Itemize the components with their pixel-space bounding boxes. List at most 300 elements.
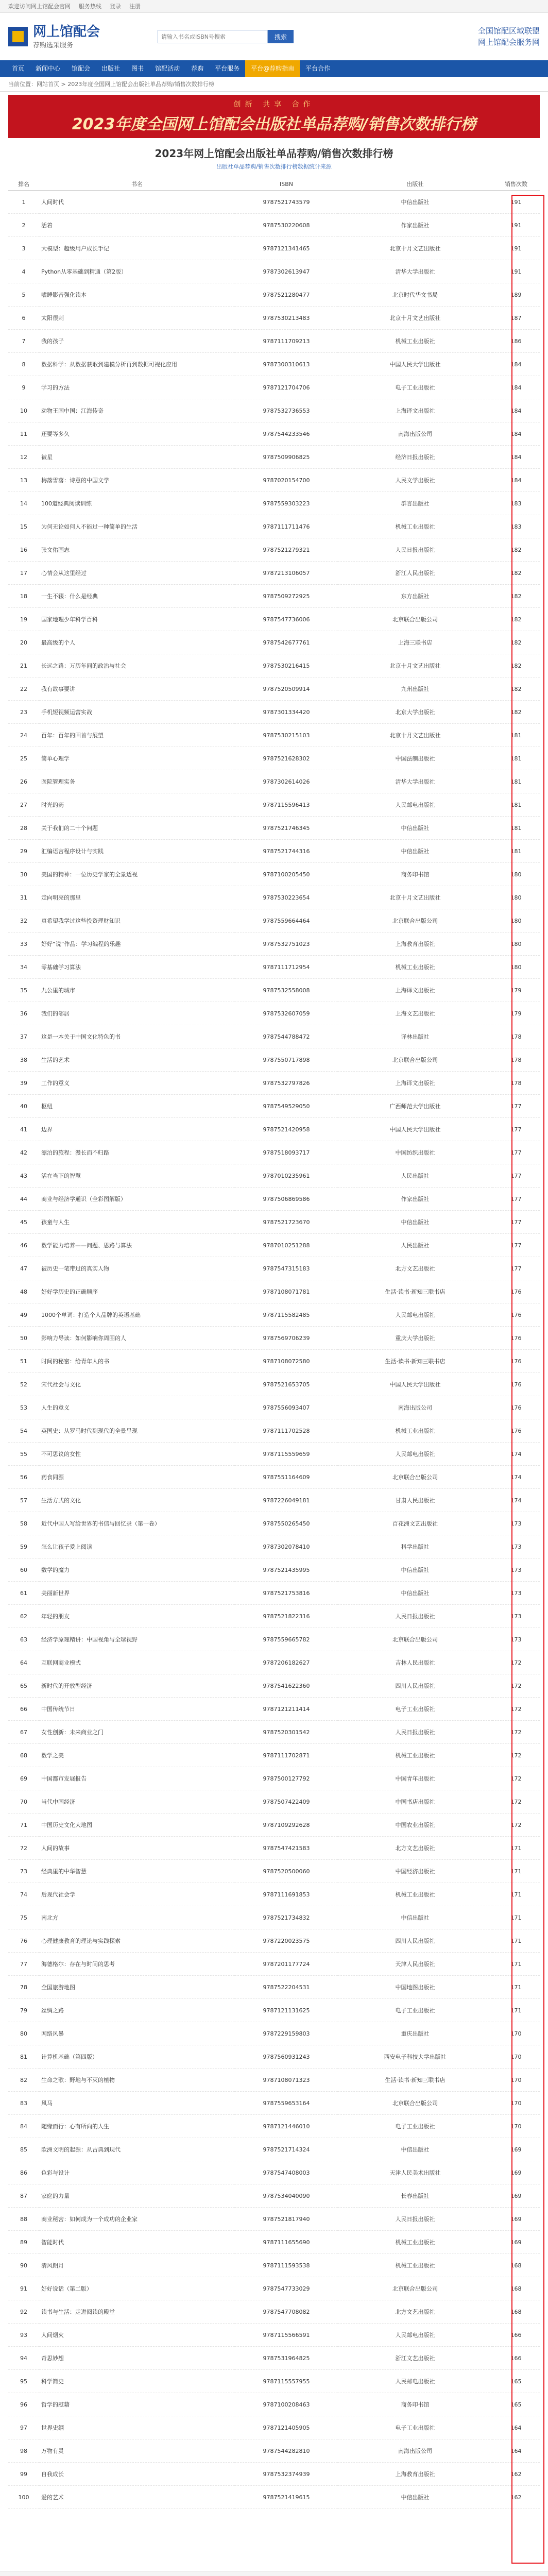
cell-sales: 174 bbox=[492, 1443, 540, 1466]
cell-title[interactable]: 时光的药 bbox=[39, 793, 235, 817]
cell-title[interactable]: 欧洲文明的起源：从古典到现代 bbox=[39, 2138, 235, 2161]
cell-title[interactable]: 美国的精神：一位历史学家的全景透视 bbox=[39, 863, 235, 886]
cell-title[interactable]: 被历史一笔带过的真实人物 bbox=[39, 1257, 235, 1280]
nav-item-publishers[interactable]: 出版社 bbox=[101, 65, 121, 72]
table-row bbox=[8, 2393, 540, 2416]
cell-title[interactable]: 全国旅游地图 bbox=[39, 1976, 235, 1999]
cell-publisher: 南海出版公司 bbox=[338, 2439, 492, 2463]
cell-title[interactable]: 一生不辍：什么是经典 bbox=[39, 585, 235, 608]
cell-isbn: 9787220023575 bbox=[235, 1929, 338, 1953]
cell-isbn: 9787509906825 bbox=[235, 446, 338, 469]
cell-sales: 162 bbox=[492, 2486, 540, 2509]
cell-publisher: 南海出版公司 bbox=[338, 1396, 492, 1419]
cell-publisher: 人民日报出版社 bbox=[338, 1721, 492, 1744]
cell-title[interactable]: 手机短视频运营实战 bbox=[39, 701, 235, 724]
cell-publisher: 北京十月文艺出版社 bbox=[338, 654, 492, 677]
table-row bbox=[8, 2370, 540, 2393]
table-row bbox=[8, 1072, 540, 1095]
cell-rank: 83 bbox=[8, 2092, 39, 2115]
cell-rank: 12 bbox=[8, 446, 39, 469]
table-row bbox=[8, 260, 540, 283]
table-row bbox=[8, 909, 540, 933]
cell-title[interactable]: 不可思议的女性 bbox=[39, 1443, 235, 1466]
cell-title[interactable]: 中国历史文化大地图 bbox=[39, 1814, 235, 1837]
table-row bbox=[8, 2022, 540, 2045]
table-row bbox=[8, 886, 540, 909]
table-row bbox=[8, 399, 540, 422]
cell-sales: 171 bbox=[492, 1860, 540, 1883]
cell-sales: 177 bbox=[492, 1188, 540, 1211]
cell-isbn: 9787520301542 bbox=[235, 1721, 338, 1744]
cell-title[interactable]: 网络风暴 bbox=[39, 2022, 235, 2045]
cell-title[interactable]: 孩童与人生 bbox=[39, 1211, 235, 1234]
table-row bbox=[8, 2254, 540, 2277]
table-row bbox=[8, 1605, 540, 1628]
cell-title[interactable]: 美丽新世界 bbox=[39, 1582, 235, 1605]
table-row bbox=[8, 2092, 540, 2115]
cell-title[interactable]: 还要等多久 bbox=[39, 422, 235, 446]
cell-title[interactable]: 中国都市发展报告 bbox=[39, 1767, 235, 1790]
cell-title[interactable]: 商业与经济学通识（全彩图解版） bbox=[39, 1188, 235, 1211]
cell-publisher: 北京联合出版公司 bbox=[338, 2277, 492, 2300]
table-row bbox=[8, 2231, 540, 2254]
table-row bbox=[8, 2115, 540, 2138]
cell-rank: 9 bbox=[8, 376, 39, 399]
cell-title[interactable]: 爱的艺术 bbox=[39, 2486, 235, 2509]
cell-title[interactable]: 数学之美 bbox=[39, 1744, 235, 1767]
cell-title[interactable]: 动物王国中国：江海传奇 bbox=[39, 399, 235, 422]
cell-isbn: 9787115582485 bbox=[235, 1303, 338, 1327]
cell-publisher: 商务印书馆 bbox=[338, 2393, 492, 2416]
cell-rank: 59 bbox=[8, 1535, 39, 1558]
cell-title[interactable]: 真希望我学过这些投资理财知识 bbox=[39, 909, 235, 933]
cell-isbn: 9787521280477 bbox=[235, 283, 338, 307]
cell-rank: 48 bbox=[8, 1280, 39, 1303]
table-row bbox=[8, 1466, 540, 1489]
cell-sales: 171 bbox=[492, 1999, 540, 2022]
cell-rank: 69 bbox=[8, 1767, 39, 1790]
cell-isbn: 9787121405905 bbox=[235, 2416, 338, 2439]
cell-isbn: 9787530213483 bbox=[235, 307, 338, 330]
table-row bbox=[8, 2324, 540, 2347]
cell-rank: 56 bbox=[8, 1466, 39, 1489]
cell-rank: 13 bbox=[8, 469, 39, 492]
cell-title[interactable]: 计算机基础（第四版） bbox=[39, 2045, 235, 2069]
nav-item-books[interactable]: 图书 bbox=[131, 65, 144, 72]
nav-item-news[interactable]: 新闻中心 bbox=[36, 65, 61, 72]
cell-publisher: 生活·读书·新知三联书店 bbox=[338, 2069, 492, 2092]
cell-title[interactable]: 好好说话（第二版） bbox=[39, 2277, 235, 2300]
cell-title[interactable]: 活着 bbox=[39, 214, 235, 237]
cell-title[interactable]: 生活方式的文化 bbox=[39, 1489, 235, 1512]
cell-title[interactable]: 风马 bbox=[39, 2092, 235, 2115]
cell-title[interactable]: 边界 bbox=[39, 1118, 235, 1141]
cell-publisher: 上海教育出版社 bbox=[338, 2463, 492, 2486]
cell-publisher: 商务印书馆 bbox=[338, 863, 492, 886]
cell-title[interactable]: 世界史纲 bbox=[39, 2416, 235, 2439]
cell-title[interactable]: 数学的魔力 bbox=[39, 1558, 235, 1582]
cell-publisher: 中信出版社 bbox=[338, 1582, 492, 1605]
cell-title[interactable]: 后现代社会学 bbox=[39, 1883, 235, 1906]
cell-isbn: 9787559303223 bbox=[235, 492, 338, 515]
cell-title[interactable]: 丝绸之路 bbox=[39, 1999, 235, 2022]
cell-publisher: 中信出版社 bbox=[338, 840, 492, 863]
cell-publisher: 机械工业出版社 bbox=[338, 330, 492, 353]
cell-title[interactable]: 我们的邻居 bbox=[39, 1002, 235, 1025]
cell-sales: 169 bbox=[492, 2208, 540, 2231]
cell-publisher: 天津人民美术出版社 bbox=[338, 2161, 492, 2184]
table-row bbox=[8, 863, 540, 886]
cell-sales: 176 bbox=[492, 1350, 540, 1373]
cell-rank: 72 bbox=[8, 1837, 39, 1860]
nav-item-home[interactable]: 首页 bbox=[12, 65, 25, 72]
cell-publisher: 科学出版社 bbox=[338, 1535, 492, 1558]
cell-title[interactable]: 怎么让孩子爱上阅读 bbox=[39, 1535, 235, 1558]
cell-title[interactable]: 清风朗月 bbox=[39, 2254, 235, 2277]
cell-title[interactable]: 随缘而行：心有所向的人生 bbox=[39, 2115, 235, 2138]
cell-publisher: 长春出版社 bbox=[338, 2184, 492, 2208]
cell-isbn: 9787010235961 bbox=[235, 1164, 338, 1188]
cell-title[interactable]: 漂泊的旅程：漫长而不归路 bbox=[39, 1141, 235, 1164]
table-row bbox=[8, 2069, 540, 2092]
cell-title[interactable]: 100道经典阅读训练 bbox=[39, 492, 235, 515]
cell-isbn: 9787111709213 bbox=[235, 330, 338, 353]
cell-title[interactable]: 新时代的开放型经济 bbox=[39, 1674, 235, 1698]
cell-title[interactable]: 长远之路：万历年间的政治与社会 bbox=[39, 654, 235, 677]
cell-isbn: 9787521653705 bbox=[235, 1373, 338, 1396]
cell-sales: 171 bbox=[492, 1883, 540, 1906]
table-row bbox=[8, 1953, 540, 1976]
nav-item-services[interactable]: 平台服务 bbox=[215, 65, 240, 72]
cell-rank: 63 bbox=[8, 1628, 39, 1651]
table-row bbox=[8, 2486, 540, 2509]
cell-isbn: 9787532797826 bbox=[235, 1072, 338, 1095]
cell-rank: 94 bbox=[8, 2347, 39, 2370]
login-link[interactable]: 登录 bbox=[110, 3, 121, 10]
table-row bbox=[8, 1188, 540, 1211]
register-link[interactable]: 注册 bbox=[129, 3, 141, 10]
cell-title[interactable]: 科学简史 bbox=[39, 2370, 235, 2393]
table-row bbox=[8, 307, 540, 330]
cell-publisher: 人民邮电出版社 bbox=[338, 2370, 492, 2393]
cell-isbn: 9787100205450 bbox=[235, 863, 338, 886]
cell-isbn: 9787532374939 bbox=[235, 2463, 338, 2486]
cell-rank: 54 bbox=[8, 1419, 39, 1443]
cell-publisher: 人民出版社 bbox=[338, 1234, 492, 1257]
cell-rank: 76 bbox=[8, 1929, 39, 1953]
cell-sales: 180 bbox=[492, 956, 540, 979]
cell-title[interactable]: 数据科学：从数据获取到建模分析再到数据可视化应用 bbox=[39, 353, 235, 376]
cell-title[interactable]: 英国史：从罗马时代到现代的全景呈现 bbox=[39, 1419, 235, 1443]
cell-title[interactable]: 医院管理实务 bbox=[39, 770, 235, 793]
cell-title[interactable]: Python从零基础到精通（第2版） bbox=[39, 260, 235, 283]
cell-rank: 77 bbox=[8, 1953, 39, 1976]
cell-title[interactable]: 宋代社会与文化 bbox=[39, 1373, 235, 1396]
cell-rank: 93 bbox=[8, 2324, 39, 2347]
cell-publisher: 南海出版公司 bbox=[338, 422, 492, 446]
site-logo[interactable] bbox=[8, 24, 147, 49]
cell-isbn: 9787108072580 bbox=[235, 1350, 338, 1373]
cell-isbn: 9787111655690 bbox=[235, 2231, 338, 2254]
cell-rank: 7 bbox=[8, 330, 39, 353]
table-row bbox=[8, 1280, 540, 1303]
cell-publisher: 重庆大学出版社 bbox=[338, 1327, 492, 1350]
cell-title[interactable]: 1000个单词：打造个人品牌的英语基础 bbox=[39, 1303, 235, 1327]
cell-sales: 172 bbox=[492, 1767, 540, 1790]
cell-rank: 87 bbox=[8, 2184, 39, 2208]
cell-sales: 166 bbox=[492, 2347, 540, 2370]
cell-title[interactable]: 经济学原理精讲：中国视角与全球视野 bbox=[39, 1628, 235, 1651]
cell-publisher: 中国青年出版社 bbox=[338, 1767, 492, 1790]
cell-title[interactable]: 心情会从这里经过 bbox=[39, 562, 235, 585]
table-row bbox=[8, 1025, 540, 1048]
page-subtitle[interactable]: 出版社单品荐购/销售次数排行榜数据统计来源 bbox=[216, 163, 332, 170]
cell-sales: 184 bbox=[492, 376, 540, 399]
cell-title[interactable]: 商业秘密：如何成为一个成功的企业家 bbox=[39, 2208, 235, 2231]
cell-title[interactable]: 人间时代 bbox=[39, 191, 235, 214]
cell-title[interactable]: 近代中国人写给世界的书信与回忆录（第一卷） bbox=[39, 1512, 235, 1535]
table-row bbox=[8, 1999, 540, 2022]
cell-sales: 170 bbox=[492, 2115, 540, 2138]
cell-isbn: 9787559653164 bbox=[235, 2092, 338, 2115]
table-row bbox=[8, 1419, 540, 1443]
cell-title[interactable]: 学习的方法 bbox=[39, 376, 235, 399]
ranking-table bbox=[8, 178, 540, 2509]
cell-title[interactable]: 走向明亮的那里 bbox=[39, 886, 235, 909]
cell-sales: 170 bbox=[492, 2069, 540, 2092]
cell-title[interactable]: 我有故事要讲 bbox=[39, 677, 235, 701]
cell-publisher: 人民日报出版社 bbox=[338, 2208, 492, 2231]
cell-title[interactable]: 读书与生活：走进阅读的殿堂 bbox=[39, 2300, 235, 2324]
cell-rank: 38 bbox=[8, 1048, 39, 1072]
cell-rank: 3 bbox=[8, 237, 39, 260]
cell-title[interactable]: 梅落雪落：诗意的中国文学 bbox=[39, 469, 235, 492]
cell-title[interactable]: 百年：百年的回首与展望 bbox=[39, 724, 235, 747]
cell-title[interactable]: 心理健康教育的理论与实践探索 bbox=[39, 1929, 235, 1953]
cell-rank: 21 bbox=[8, 654, 39, 677]
cell-title[interactable]: 为何无论如何人不能过一种简单的生活 bbox=[39, 515, 235, 538]
cell-title[interactable]: 南北方 bbox=[39, 1906, 235, 1929]
nav-item-recommend[interactable]: 荐购 bbox=[191, 65, 204, 72]
cell-title[interactable]: 关于我们的二十个问题 bbox=[39, 817, 235, 840]
cell-title[interactable]: 时间的秘密：给青年人的书 bbox=[39, 1350, 235, 1373]
col-header-rank: 排名 bbox=[8, 178, 39, 191]
cell-sales: 186 bbox=[492, 330, 540, 353]
cell-sales: 172 bbox=[492, 1790, 540, 1814]
nav-item-activities[interactable]: 馆配活动 bbox=[155, 65, 180, 72]
cell-isbn: 9787213106057 bbox=[235, 562, 338, 585]
cell-isbn: 9787302614026 bbox=[235, 770, 338, 793]
cell-title[interactable]: 智能时代 bbox=[39, 2231, 235, 2254]
cell-rank: 46 bbox=[8, 1234, 39, 1257]
cell-publisher: 生活·读书·新知三联书店 bbox=[338, 1350, 492, 1373]
cell-isbn: 9787551164609 bbox=[235, 1466, 338, 1489]
nav-item-guide[interactable]: 平台@荐购指南 bbox=[245, 60, 300, 77]
cell-title[interactable]: 影响力导读：如何影响你周围的人 bbox=[39, 1327, 235, 1350]
cell-rank: 6 bbox=[8, 307, 39, 330]
cell-rank: 43 bbox=[8, 1164, 39, 1188]
cell-isbn: 9787547315183 bbox=[235, 1257, 338, 1280]
cell-rank: 26 bbox=[8, 770, 39, 793]
cell-title[interactable]: 最高级的个人 bbox=[39, 631, 235, 654]
cell-title[interactable]: 张文佑画志 bbox=[39, 538, 235, 562]
cell-sales: 173 bbox=[492, 1605, 540, 1628]
cell-sales: 172 bbox=[492, 1651, 540, 1674]
table-row bbox=[8, 353, 540, 376]
cell-isbn: 9787560931243 bbox=[235, 2045, 338, 2069]
cell-publisher: 中国农业出版社 bbox=[338, 1814, 492, 1837]
cell-rank: 92 bbox=[8, 2300, 39, 2324]
search-input[interactable] bbox=[158, 30, 268, 43]
cell-isbn: 9787531964825 bbox=[235, 2347, 338, 2370]
cell-sales: 182 bbox=[492, 701, 540, 724]
cell-title[interactable]: 奇思妙想 bbox=[39, 2347, 235, 2370]
cell-title[interactable]: 人间的故事 bbox=[39, 1837, 235, 1860]
cell-publisher: 北京联合出版公司 bbox=[338, 2092, 492, 2115]
cell-sales: 164 bbox=[492, 2439, 540, 2463]
cell-rank: 15 bbox=[8, 515, 39, 538]
cell-publisher: 西安电子科技大学出版社 bbox=[338, 2045, 492, 2069]
cell-title[interactable]: 人间烟火 bbox=[39, 2324, 235, 2347]
table-row bbox=[8, 330, 540, 353]
cell-publisher: 中信出版社 bbox=[338, 1906, 492, 1929]
cell-title[interactable]: 经典里的中华智慧 bbox=[39, 1860, 235, 1883]
cell-rank: 14 bbox=[8, 492, 39, 515]
table-row bbox=[8, 446, 540, 469]
cell-title[interactable]: 零基础学习算法 bbox=[39, 956, 235, 979]
cell-title[interactable]: 人生的意义 bbox=[39, 1396, 235, 1419]
cell-title[interactable]: 枢纽 bbox=[39, 1095, 235, 1118]
cell-isbn: 9787201177724 bbox=[235, 1953, 338, 1976]
header-right-text bbox=[478, 25, 540, 48]
cell-title[interactable]: 工作的意义 bbox=[39, 1072, 235, 1095]
cell-publisher: 电子工业出版社 bbox=[338, 1999, 492, 2022]
cell-title[interactable]: 哲学的慰藉 bbox=[39, 2393, 235, 2416]
table-row bbox=[8, 1721, 540, 1744]
cell-isbn: 9787115566591 bbox=[235, 2324, 338, 2347]
cell-sales: 178 bbox=[492, 1072, 540, 1095]
search-button[interactable]: 搜索 bbox=[268, 30, 294, 43]
cell-rank: 4 bbox=[8, 260, 39, 283]
cell-sales: 180 bbox=[492, 863, 540, 886]
cell-title[interactable]: 太阳很刺 bbox=[39, 307, 235, 330]
table-row bbox=[8, 1651, 540, 1674]
cell-isbn: 9787547421583 bbox=[235, 1837, 338, 1860]
cell-rank: 75 bbox=[8, 1906, 39, 1929]
cell-title[interactable]: 万物有灵 bbox=[39, 2439, 235, 2463]
cell-title[interactable]: 我的孩子 bbox=[39, 330, 235, 353]
cell-title[interactable]: 女性创新：未来商业之门 bbox=[39, 1721, 235, 1744]
table-row bbox=[8, 1906, 540, 1929]
cell-title[interactable]: 当代中国经济 bbox=[39, 1790, 235, 1814]
cell-title[interactable]: 九公里的城市 bbox=[39, 979, 235, 1002]
cell-isbn: 9787521822316 bbox=[235, 1605, 338, 1628]
cell-isbn: 9787300310613 bbox=[235, 353, 338, 376]
cell-rank: 17 bbox=[8, 562, 39, 585]
cell-publisher: 北方文艺出版社 bbox=[338, 1257, 492, 1280]
cell-isbn: 9787569706239 bbox=[235, 1327, 338, 1350]
cell-title[interactable]: 中国传统节日 bbox=[39, 1698, 235, 1721]
cell-title[interactable]: 国家地理少年科学百科 bbox=[39, 608, 235, 631]
cell-title[interactable]: 汇编语言程序设计与实践 bbox=[39, 840, 235, 863]
nav-item-fair[interactable]: 馆配会 bbox=[72, 65, 91, 72]
cell-title[interactable]: 互联网商业模式 bbox=[39, 1651, 235, 1674]
table-row bbox=[8, 1558, 540, 1582]
cell-title[interactable]: 嗜睡影音强化读本 bbox=[39, 283, 235, 307]
table-row bbox=[8, 1303, 540, 1327]
cell-publisher: 北京联合出版公司 bbox=[338, 909, 492, 933]
table-row bbox=[8, 2439, 540, 2463]
cell-title[interactable]: 这是一本关于中国文化特色的书 bbox=[39, 1025, 235, 1048]
table-row bbox=[8, 677, 540, 701]
cell-title[interactable]: 大模型：超级用户成长手记 bbox=[39, 237, 235, 260]
cell-title[interactable]: 被星 bbox=[39, 446, 235, 469]
cell-sales: 176 bbox=[492, 1373, 540, 1396]
col-header-title: 书名 bbox=[39, 178, 235, 191]
cell-publisher: 浙江人民出版社 bbox=[338, 562, 492, 585]
cell-sales: 177 bbox=[492, 1257, 540, 1280]
cell-publisher: 四川人民出版社 bbox=[338, 1929, 492, 1953]
cell-sales: 176 bbox=[492, 1303, 540, 1327]
nav-item-cooperation[interactable]: 平台合作 bbox=[305, 65, 331, 72]
cell-sales: 191 bbox=[492, 260, 540, 283]
cell-title[interactable]: 活在当下的智慧 bbox=[39, 1164, 235, 1188]
table-row bbox=[8, 1141, 540, 1164]
cell-title[interactable]: 数学能力培养——问题、思路与算法 bbox=[39, 1234, 235, 1257]
cell-title[interactable]: 海德格尔：存在与时间的思考 bbox=[39, 1953, 235, 1976]
cell-isbn: 9787121131625 bbox=[235, 1999, 338, 2022]
cell-sales: 170 bbox=[492, 2022, 540, 2045]
cell-publisher: 人民邮电出版社 bbox=[338, 2324, 492, 2347]
cell-title[interactable]: 生命之歌：野地与不灭的植物 bbox=[39, 2069, 235, 2092]
cell-title[interactable]: 好好学历史的正确顺序 bbox=[39, 1280, 235, 1303]
cell-isbn: 9787302613947 bbox=[235, 260, 338, 283]
table-row bbox=[8, 817, 540, 840]
cell-isbn: 9787507422409 bbox=[235, 1790, 338, 1814]
table-row bbox=[8, 191, 540, 214]
cell-title[interactable]: 色彩与设计 bbox=[39, 2161, 235, 2184]
table-row bbox=[8, 469, 540, 492]
table-row bbox=[8, 1512, 540, 1535]
table-row bbox=[8, 2208, 540, 2231]
cell-sales: 173 bbox=[492, 1628, 540, 1651]
cell-isbn: 9787532607059 bbox=[235, 1002, 338, 1025]
cell-publisher: 上海译文出版社 bbox=[338, 979, 492, 1002]
cell-title[interactable]: 好好“说”作品：学习编程的乐趣 bbox=[39, 933, 235, 956]
cell-isbn: 9787532736553 bbox=[235, 399, 338, 422]
cell-publisher: 中国人民大学出版社 bbox=[338, 1373, 492, 1396]
table-row bbox=[8, 1976, 540, 1999]
cell-title[interactable]: 简单心理学 bbox=[39, 747, 235, 770]
cell-isbn: 9787530223654 bbox=[235, 886, 338, 909]
cell-isbn: 9787541622360 bbox=[235, 1674, 338, 1698]
cell-sales: 176 bbox=[492, 1327, 540, 1350]
cell-publisher: 电子工业出版社 bbox=[338, 376, 492, 399]
cell-title[interactable]: 年轻的朋友 bbox=[39, 1605, 235, 1628]
cell-title[interactable]: 生活的艺术 bbox=[39, 1048, 235, 1072]
cell-publisher: 甘肃人民出版社 bbox=[338, 1489, 492, 1512]
cell-isbn: 9787532751023 bbox=[235, 933, 338, 956]
cell-rank: 32 bbox=[8, 909, 39, 933]
cell-rank: 5 bbox=[8, 283, 39, 307]
cell-title[interactable]: 药食同源 bbox=[39, 1466, 235, 1489]
cell-publisher: 电子工业出版社 bbox=[338, 2115, 492, 2138]
cell-title[interactable]: 自我成长 bbox=[39, 2463, 235, 2486]
cell-rank: 62 bbox=[8, 1605, 39, 1628]
cell-rank: 20 bbox=[8, 631, 39, 654]
cell-title[interactable]: 家庭的力量 bbox=[39, 2184, 235, 2208]
table-row bbox=[8, 2300, 540, 2324]
